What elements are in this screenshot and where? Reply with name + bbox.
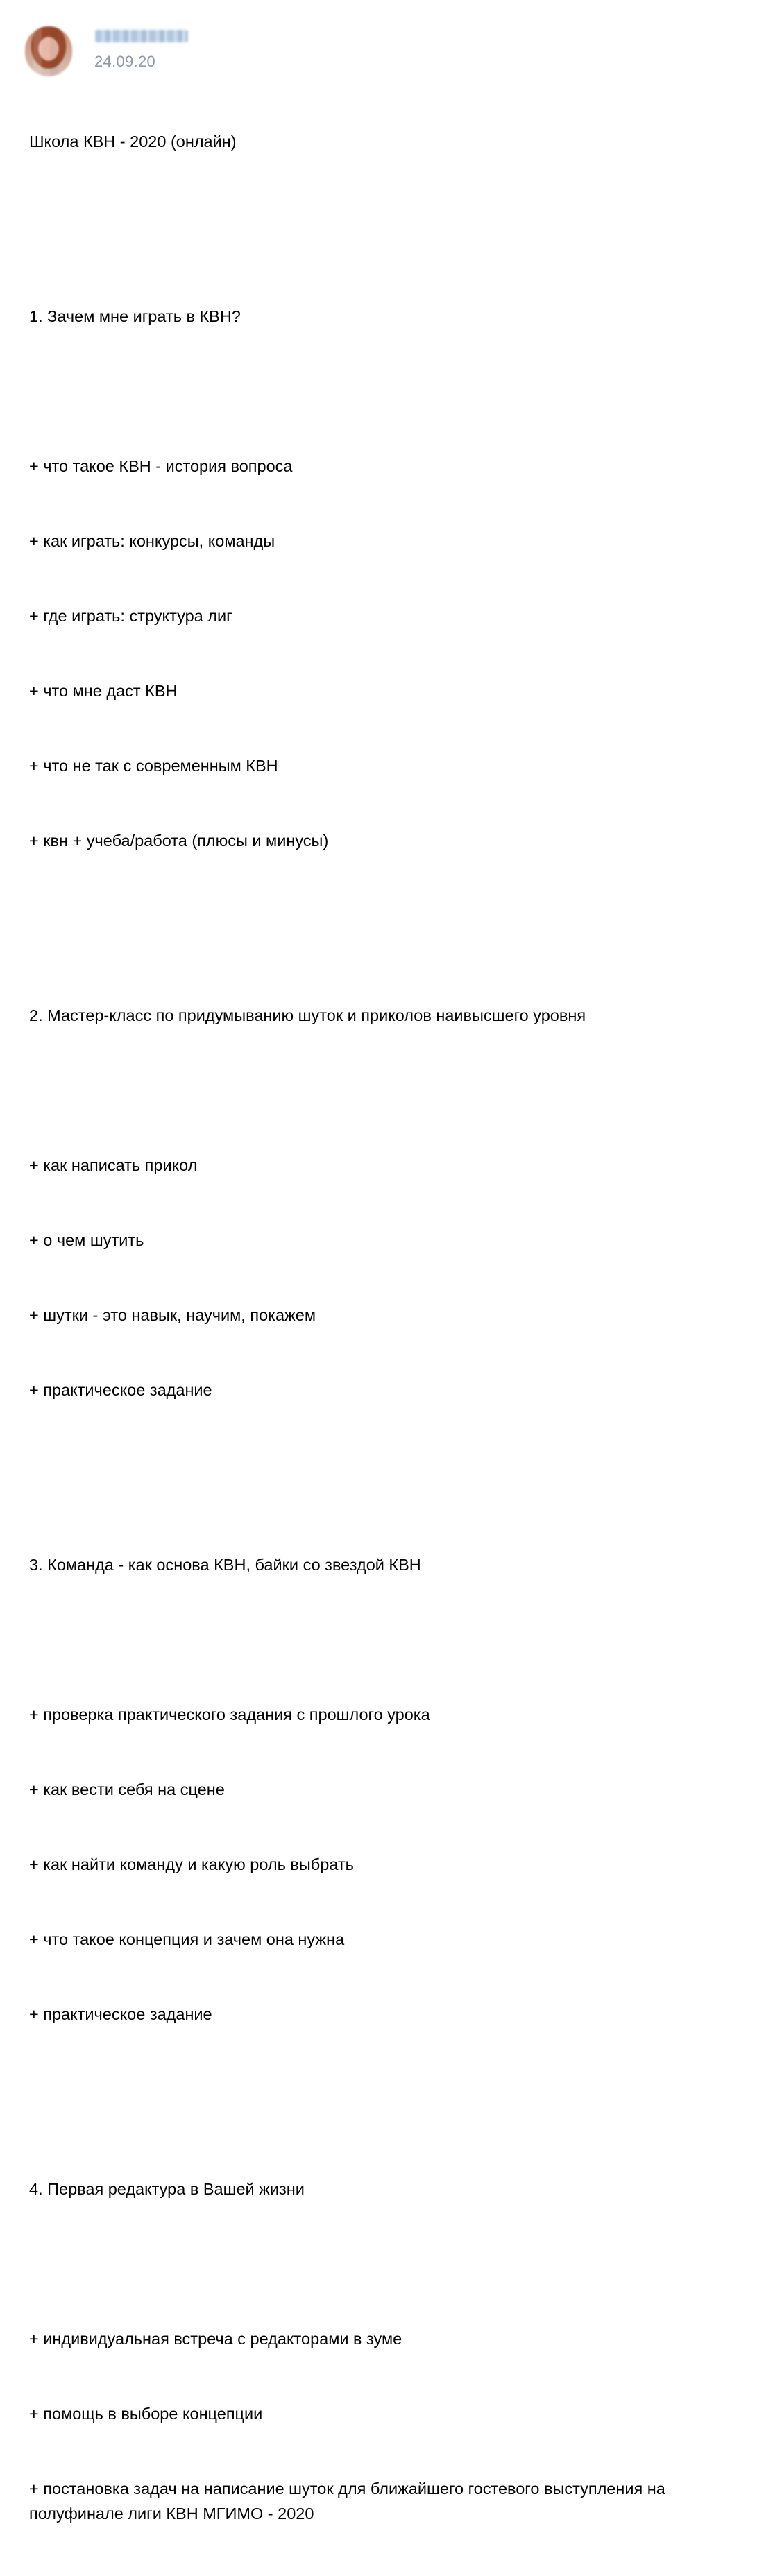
blank-line [29,1452,758,1477]
list-item: + как играть: конкурсы, команды [29,532,275,550]
blank-line [29,1627,758,1652]
list-item: + квн + учеба/работа (плюсы и минусы) [29,832,329,850]
list-item: + что такое КВН - история вопроса [29,457,293,475]
list-item: + проверка практического задания с прошлого урока [29,1706,430,1724]
list-item: + шутки - это навык, научим, покажем [29,1306,316,1324]
list-item: + практическое задание [29,2005,212,2023]
blank-line [29,379,758,404]
list-item: + постановка задач на написание шуток для ближайшего гостевого выступления на полуфинале лиги КВН МГИМО - 2020 [29,2480,665,2523]
blank-line [29,903,758,928]
list-item: + как написать прикол [29,1156,198,1174]
list-item: + что мне даст КВН [29,682,178,700]
post-title: Школа КВН - 2020 (онлайн) [29,132,237,151]
blank-line [29,2077,758,2102]
blank-line [29,204,758,229]
list-item: + как найти команду и какую роль выбрать [29,1855,354,1873]
post-date[interactable]: 24.09.20 [94,53,156,70]
section-heading: 2. Мастер-класс по придумыванию шуток и приколов наивысшего уровня [29,1006,586,1024]
avatar[interactable] [25,26,72,76]
section-heading: 4. Первая редактура в Вашей жизни [29,2180,305,2198]
list-item: + как вести себя на сцене [29,1780,225,1798]
section-heading: 1. Зачем мне играть в КВН? [29,307,241,325]
post-text [29,79,758,2576]
list-item: + индивидуальная встреча с редакторами в зуме [29,2330,402,2348]
list-item: + о чем шутить [29,1231,144,1249]
list-item: + что такое концепция и зачем она нужна [29,1930,345,1948]
list-item: + помощь в выборе концепции [29,2405,263,2423]
blank-line [29,1078,758,1103]
list-item: + где играть: структура лиг [29,607,232,625]
author-name-blurred[interactable] [95,30,188,42]
blank-line [29,2251,758,2276]
list-item: + что не так с современным КВН [29,757,278,775]
list-item: + практическое задание [29,1381,212,1399]
section-heading: 3. Команда - как основа КВН, байки со звездой КВН [29,1556,421,1574]
